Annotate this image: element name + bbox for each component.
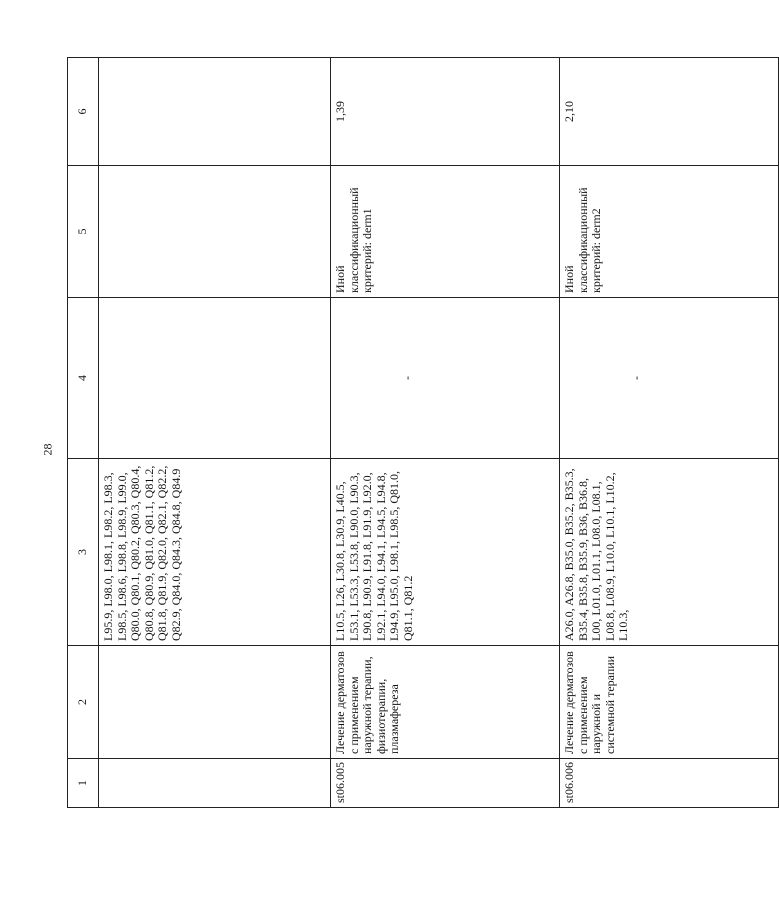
row-col4: - bbox=[331, 298, 560, 459]
row-code: st06.005 bbox=[331, 759, 560, 808]
row-coefficient: 1,39 bbox=[331, 58, 560, 166]
rotated-table-container bbox=[67, 64, 643, 808]
tariff-table bbox=[67, 57, 779, 808]
row-criteria: Иной классификационный критерий: derm2 bbox=[560, 166, 779, 298]
table-row bbox=[99, 58, 331, 808]
column-header-2: 2 bbox=[68, 646, 99, 759]
row-coefficient: 2,10 bbox=[560, 58, 779, 166]
row-name: Лечение дерматозов с применением наружной и системной терапии bbox=[560, 646, 779, 759]
column-header-1: 1 bbox=[68, 759, 99, 808]
column-header-5: 5 bbox=[68, 166, 99, 298]
table-row bbox=[331, 58, 560, 808]
row-code bbox=[99, 759, 331, 808]
row-code: st06.006 bbox=[560, 759, 779, 808]
page-number: 28 bbox=[40, 443, 55, 456]
column-header-4: 4 bbox=[68, 298, 99, 459]
row-icd-codes: L95.9, L98.0, L98.1, L98.2, L98.3, L98.5, L98.6, L98.8, L98.9, L99.0, Q80.0, Q80.1, Q80.2, Q80.3, Q80.4, Q80.8, Q80.9, Q81.0, Q81.1, Q81.2, Q81.8, Q81.9, Q82.0, Q82.1, Q82.2, Q82.9, Q84.0, Q84.3, Q84.8, Q84.9 bbox=[99, 459, 331, 646]
column-header-3: 3 bbox=[68, 459, 99, 646]
row-criteria: Иной классификационный критерий: derm1 bbox=[331, 166, 560, 298]
row-name: Лечение дерматозов с применением наружной терапии, физиотерапии, плазмафереза bbox=[331, 646, 560, 759]
header-row bbox=[68, 58, 99, 808]
row-criteria bbox=[99, 166, 331, 298]
row-icd-codes: A26.0, A26.8, B35.0, B35.2, B35.3, B35.4, B35.8, B35.9, B36, B36.8, L00, L01.0, L01.1, L08.0, L08.1, L08.8, L08.9, L10.0, L10.1, L10.2, L10.3, bbox=[560, 459, 779, 646]
row-col4 bbox=[99, 298, 331, 459]
row-coefficient bbox=[99, 58, 331, 166]
table-row bbox=[560, 58, 779, 808]
row-icd-codes: L10.5, L26, L30.8, L30.9, L40.5, L53.1, L53.3, L53.8, L90.0, L90.3, L90.8, L90.9, L91.8, L91.9, L92.0, L92.1, L94.0, L94.1, L94.5, L94.8, L94.9, L95.0, L98.1, L98.5, Q81.0, Q81.1, Q81.2 bbox=[331, 459, 560, 646]
row-name bbox=[99, 646, 331, 759]
column-header-6: 6 bbox=[68, 58, 99, 166]
row-col4: - bbox=[560, 298, 779, 459]
